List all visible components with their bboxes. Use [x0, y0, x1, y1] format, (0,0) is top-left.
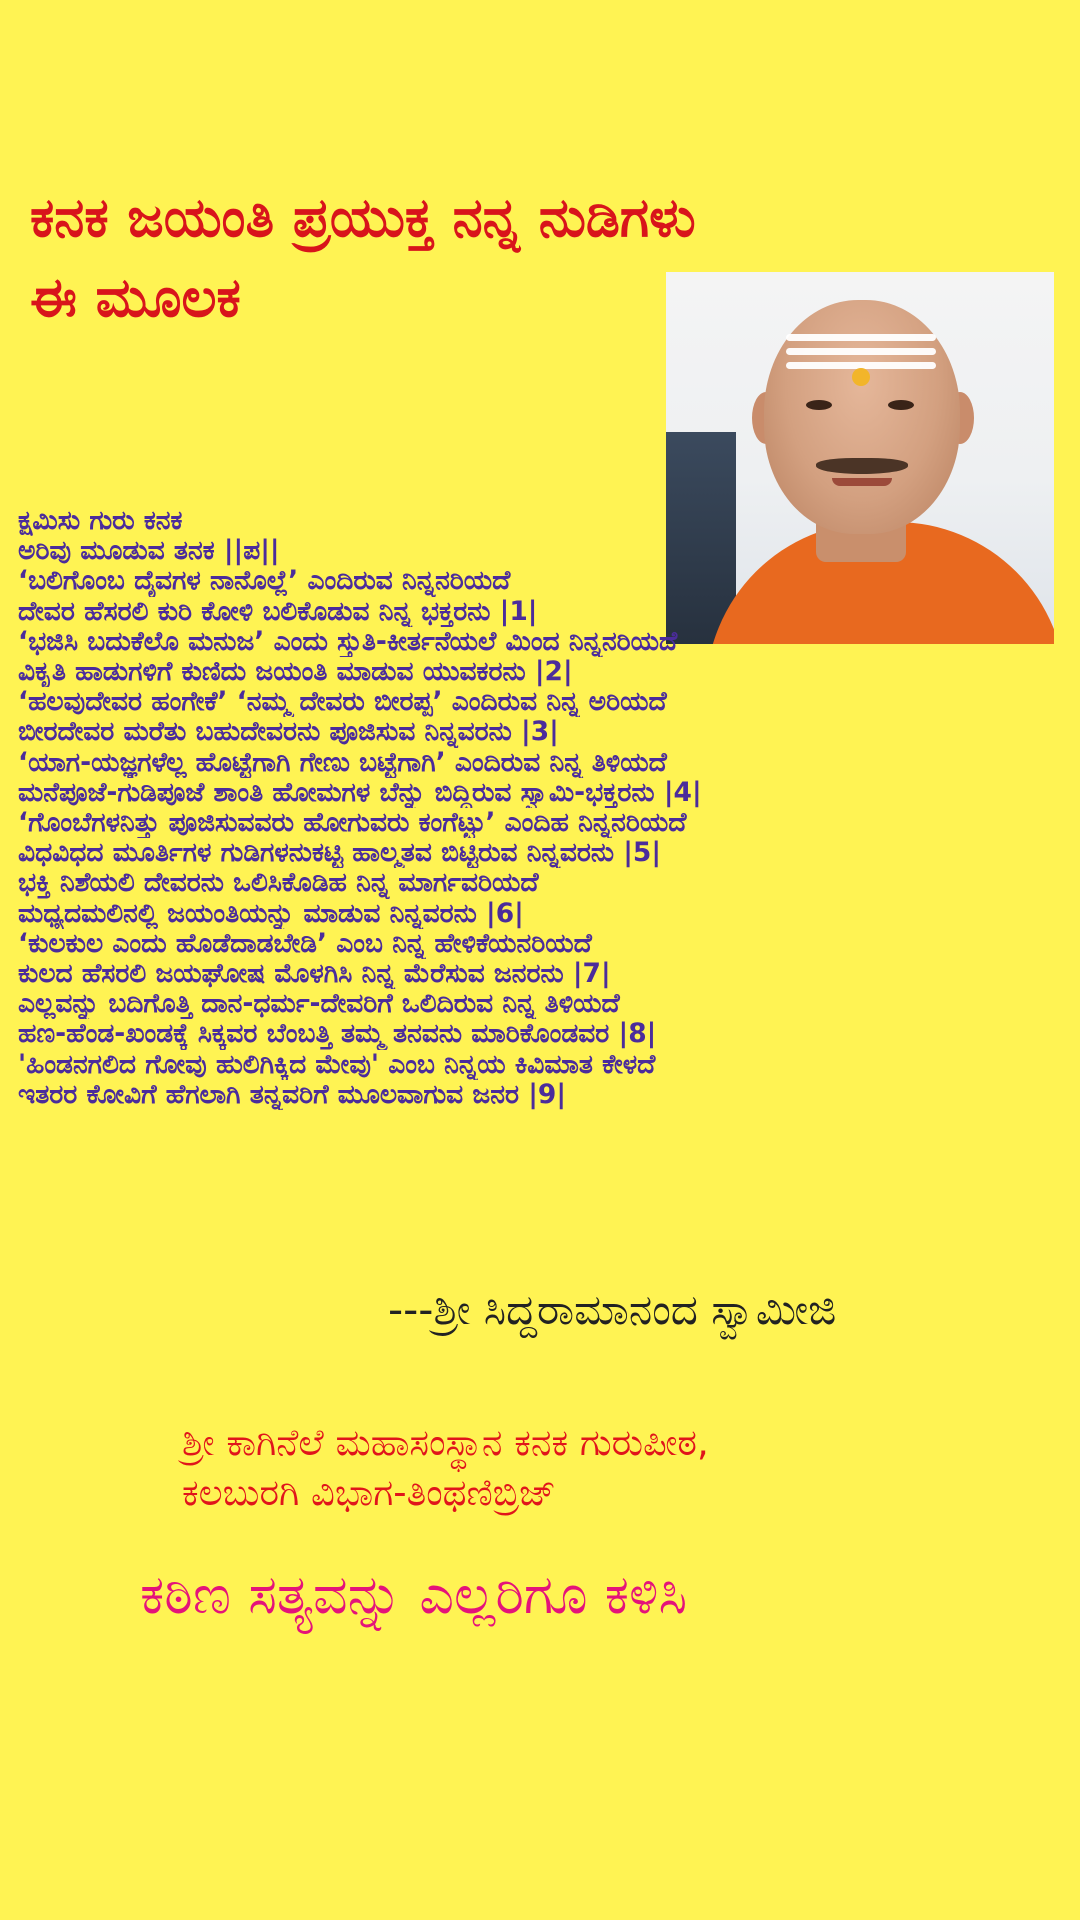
poem-line: ಮನೆಪೂಜೆ-ಗುಡಿಪೂಜೆ ಶಾಂತಿ ಹೋಮಗಳ ಬೆನ್ನು ಬಿದ್ದಿರುವ ಸ್ವಾಮಿ-ಭಕ್ತರನು |4|	[18, 777, 702, 808]
poem-line: ಭಕ್ತಿ ನಿಶೆಯಲಿ ದೇವರನು ಒಲಿಸಿಕೊಡಿಹ ನಿನ್ನ ಮಾರ್ಗವರಿಯದೆ	[18, 868, 539, 899]
photo-mouth	[832, 478, 892, 486]
organization-line-2: ಕಲಬುರಗಿ ವಿಭಾಗ-ತಿಂಥಣಿಬ್ರಿಜ್	[182, 1471, 557, 1514]
poem-line: ಇತರರ ಕೋವಿಗೆ ಹೆಗಲಾಗಿ ತನ್ನವರಿಗೆ ಮೂಲವಾಗುವ ಜನರ |9|	[18, 1079, 566, 1110]
title-line-2: ಈ ಮೂಲಕ	[30, 266, 241, 329]
tilak-stripe	[786, 334, 936, 341]
poem-line: ಎಲ್ಲವನ್ನು ಬದಿಗೊತ್ತಿ ದಾನ-ಧರ್ಮ-ದೇವರಿಗೆ ಒಲಿದಿರುವ ನಿನ್ನ ತಿಳಿಯದೆ	[18, 989, 620, 1020]
poem-line: ಮಧ್ಯದಮಲಿನಲ್ಲಿ ಜಯಂತಿಯನ್ನು ಮಾಡುವ ನಿನ್ನವರನು |6|	[18, 898, 524, 929]
slogan: ಕಠಿಣ ಸತ್ಯವನ್ನು ಎಲ್ಲರಿಗೂ ಕಳಿಸಿ	[140, 1563, 688, 1626]
poem-line: ‘ಭಜಿಸಿ ಬದುಕೆಲೊ ಮನುಜ’ ಎಂದು ಸ್ತುತಿ-ಕೀರ್ತನೆಯಲೆ ಮಿಂದ ನಿನ್ನನರಿಯದೆ	[18, 626, 678, 657]
organization-line-1: ಶ್ರೀ ಕಾಗಿನೆಲೆ ಮಹಾಸಂಸ್ಥಾನ ಕನಕ ಗುರುಪೀಠ,	[182, 1421, 709, 1464]
poem-line: 'ಹಿಂಡನಗಲಿದ ಗೋವು ಹುಲಿಗಿಕ್ಕಿದ ಮೇವು' ಎಂಬ ನಿನ್ನಯ ಕಿವಿಮಾತ ಕೇಳದೆ	[18, 1049, 656, 1080]
poem-line: ದೇವರ ಹೆಸರಲಿ ಕುರಿ ಕೋಳಿ ಬಲಿಕೊಡುವ ನಿನ್ನ ಭಕ್ತರನು |1|	[18, 596, 538, 627]
poem-line: ‘ಹಲವುದೇವರ ಹಂಗೇಕೆ’ ‘ನಮ್ಮ ದೇವರು ಬೀರಪ್ಪ’ ಎಂದಿರುವ ನಿನ್ನ ಅರಿಯದೆ	[18, 687, 667, 718]
poem-line: ಕ್ಷಮಿಸು ಗುರು ಕನಕ	[18, 506, 183, 536]
photo-eye-right	[888, 400, 914, 410]
photo-mustache	[816, 458, 908, 474]
poem-line: ಬೀರದೇವರ ಮರೆತು ಬಹುದೇವರನು ಪೂಜಿಸುವ ನಿನ್ನವರನು |3|	[18, 717, 559, 748]
poem-line: ಅರಿವು ಮೂಡುವ ತನಕ ||ಪ||	[18, 536, 280, 567]
poem-line: ‘ಕುಲಕುಲ ಎಂದು ಹೊಡೆದಾಡಬೇಡಿ’ ಎಂಬ ನಿನ್ನ ಹೇಳಿಕೆಯನರಿಯದೆ	[18, 928, 592, 959]
poem-line: ‘ಬಲಿಗೊಂಬ ದೈವಗಳ ನಾನೊಲ್ಲೆ’ ಎಂದಿರುವ ನಿನ್ನನರಿಯದೆ	[18, 566, 511, 597]
poem-line: ವಿಕೃತಿ ಹಾಡುಗಳಿಗೆ ಕುಣಿದು ಜಯಂತಿ ಮಾಡುವ ಯುವಕರನು |2|	[18, 657, 573, 688]
title-line-1: ಕನಕ ಜಯಂತಿ ಪ್ರಯುಕ್ತ ನನ್ನ ನುಡಿಗಳು	[30, 186, 696, 249]
poem-line: ಕುಲದ ಹೆಸರಲಿ ಜಯಘೋಷ ಮೊಳಗಿಸಿ ನಿನ್ನ ಮೆರೆಸುವ ಜನರನು |7|	[18, 959, 611, 990]
poem-line: ‘ಗೊಂಬೆಗಳನಿತ್ತು ಪೂಜಿಸುವವರು ಹೋಗುವರು ಕಂಗೆಟ್ಟು’ ಎಂದಿಹ ನಿನ್ನನರಿಯದೆ	[18, 808, 687, 839]
organization-name	[182, 1418, 709, 1518]
tilak-dot	[852, 368, 870, 386]
poem-line: ‘ಯಾಗ-ಯಜ್ಞಗಳೆಲ್ಲ ಹೊಟ್ಟೆಗಾಗಿ ಗೇಣು ಬಟ್ಟೆಗಾಗಿ’ ಎಂದಿರುವ ನಿನ್ನ ತಿಳಿಯದೆ	[18, 747, 667, 778]
poem-line: ಹಣ-ಹೆಂಡ-ಖಂಡಕ್ಕೆ ಸಿಕ್ಕವರ ಬೆಂಬತ್ತಿ ತಮ್ಮ ತನವನು ಮಾರಿಕೊಂಡವರ |8|	[18, 1019, 657, 1050]
poem-body	[18, 506, 1063, 1110]
author-signature: ---ಶ್ರೀ ಸಿದ್ದರಾಮಾನಂದ ಸ್ವಾಮೀಜಿ	[388, 1285, 837, 1334]
photo-eye-left	[806, 400, 832, 410]
poem-line: ವಿಧವಿಧದ ಮೂರ್ತಿಗಳ ಗುಡಿಗಳನುಕಟ್ಟಿ ಹಾಲ್ಮತವ ಬಿಟ್ಟಿರುವ ನಿನ್ನವರನು |5|	[18, 838, 662, 869]
tilak-stripe	[786, 348, 936, 355]
